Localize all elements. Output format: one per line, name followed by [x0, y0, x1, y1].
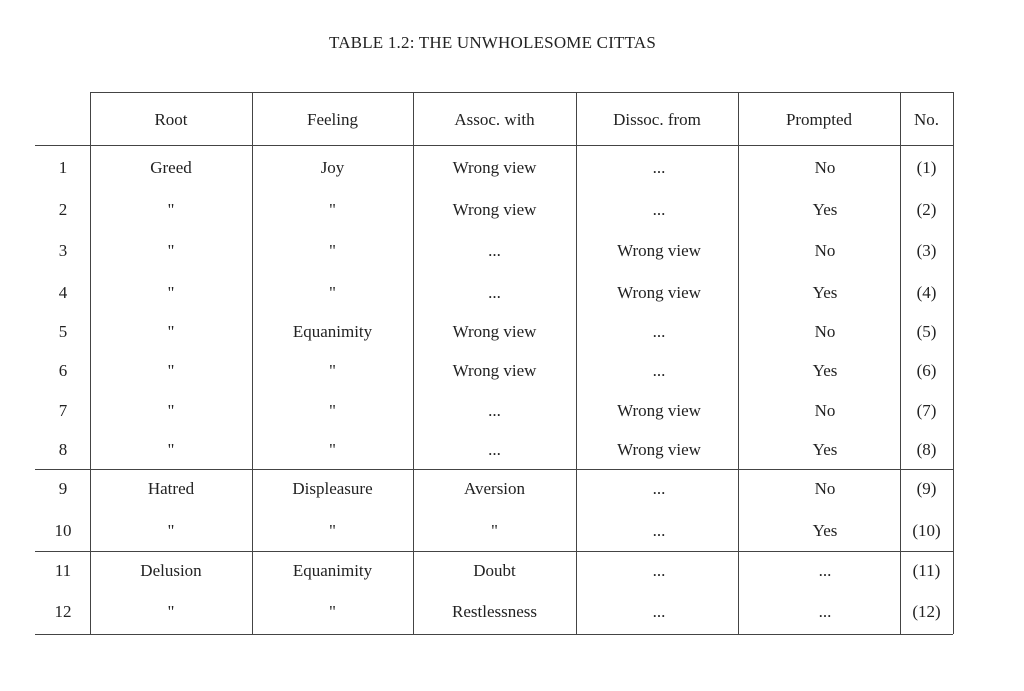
table-cell-root: "	[167, 200, 175, 219]
column-header: Dissoc. from	[613, 109, 701, 129]
table-cell-feeling: Equanimity	[292, 322, 373, 341]
column-header: Root	[154, 109, 188, 129]
table-cell-dissoc: Wrong view	[617, 440, 701, 459]
table-cell-no: (4)	[916, 283, 937, 302]
row-index: 9	[58, 479, 68, 498]
row-index: 12	[54, 602, 72, 621]
table-cell-dissoc: ...	[652, 322, 666, 341]
table-cell-feeling: "	[329, 361, 336, 380]
table-cell-assoc: Doubt	[473, 561, 516, 580]
row-index: 5	[58, 322, 68, 341]
table-cell-assoc: Wrong view	[452, 158, 537, 177]
table-cell-dissoc: ...	[652, 479, 666, 498]
column-divider-rule	[90, 92, 91, 634]
table-cell-root: "	[167, 322, 175, 341]
table-cell-root: "	[167, 361, 175, 380]
header-top-rule	[90, 92, 953, 93]
table-cell-assoc: ...	[488, 440, 501, 459]
table-cell-feeling: "	[329, 440, 336, 459]
group-divider-rule	[35, 551, 953, 552]
table-cell-assoc: "	[491, 521, 498, 540]
row-index: 1	[58, 158, 68, 177]
table-cell-no: (12)	[912, 602, 941, 621]
table-cell-prompted: ...	[818, 561, 832, 580]
row-index: 6	[58, 361, 68, 380]
column-divider-rule	[576, 92, 577, 634]
table-cell-prompted: Yes	[812, 361, 838, 380]
column-header: Feeling	[307, 109, 358, 129]
table-cell-no: (3)	[916, 241, 937, 260]
column-header: Prompted	[785, 109, 853, 129]
table-cell-dissoc: ...	[652, 361, 666, 380]
table-cell-prompted: No	[814, 158, 836, 177]
table-cell-dissoc: ...	[652, 561, 666, 580]
table-cell-assoc: Wrong view	[452, 322, 537, 341]
table-cell-feeling: "	[329, 521, 336, 540]
table-cell-dissoc: Wrong view	[617, 283, 701, 302]
table-cell-feeling: "	[329, 602, 336, 621]
table-cell-dissoc: ...	[652, 602, 666, 621]
table-cell-root: Greed	[150, 158, 192, 177]
table-cell-assoc: ...	[488, 401, 501, 420]
table-cell-no: (2)	[916, 200, 937, 219]
table-bottom-rule	[35, 634, 953, 635]
row-index: 10	[54, 521, 72, 540]
table-cell-assoc: Wrong view	[452, 361, 537, 380]
table-cell-dissoc: Wrong view	[617, 241, 701, 260]
row-index: 8	[58, 440, 68, 459]
table-cell-root: "	[167, 440, 175, 459]
table-cell-dissoc: ...	[652, 200, 666, 219]
table-cell-no: (1)	[916, 158, 937, 177]
table-cell-no: (7)	[916, 401, 937, 420]
column-header: No.	[913, 109, 940, 129]
table-cell-no: (5)	[916, 322, 937, 341]
table-cell-prompted: ...	[818, 602, 832, 621]
table-cell-dissoc: ...	[652, 158, 666, 177]
table-cell-feeling: "	[329, 283, 336, 302]
column-header: Assoc. with	[454, 109, 535, 129]
table-cell-prompted: Yes	[812, 440, 838, 459]
table-cell-prompted: No	[814, 322, 836, 341]
table-cell-feeling: "	[329, 200, 336, 219]
table-cell-no: (11)	[912, 561, 941, 580]
table-cell-prompted: No	[814, 479, 836, 498]
table-cell-no: (10)	[912, 521, 941, 540]
table-cell-assoc: ...	[488, 283, 501, 302]
table-cell-assoc: ...	[488, 241, 501, 260]
table-title: TABLE 1.2: THE UNWHOLESOME CITTAS	[328, 33, 656, 52]
table-cell-feeling: Joy	[320, 158, 345, 177]
row-index: 3	[58, 241, 68, 260]
table-cell-assoc: Aversion	[463, 479, 526, 498]
table-cell-assoc: Wrong view	[452, 200, 537, 219]
table-cell-assoc: Restlessness	[452, 602, 537, 621]
row-index: 4	[58, 283, 68, 302]
table-cell-root: "	[167, 521, 175, 540]
group-divider-rule	[35, 469, 953, 470]
table-cell-dissoc: Wrong view	[617, 401, 701, 420]
table-cell-root: Hatred	[147, 479, 195, 498]
row-index: 7	[58, 401, 68, 420]
table-cell-root: "	[167, 241, 175, 260]
table-cell-root: "	[167, 602, 175, 621]
table-cell-dissoc: ...	[652, 521, 666, 540]
table-cell-root: "	[167, 401, 175, 420]
row-index: 2	[58, 200, 68, 219]
column-divider-rule	[413, 92, 414, 634]
table-cell-prompted: No	[814, 401, 836, 420]
table-cell-prompted: Yes	[812, 200, 838, 219]
table-cell-feeling: Displeasure	[292, 479, 373, 498]
table-cell-prompted: Yes	[812, 521, 838, 540]
table-cell-root: Delusion	[140, 561, 202, 580]
table-cell-root: "	[167, 283, 175, 302]
table-cell-feeling: "	[329, 401, 336, 420]
table-cell-no: (9)	[916, 479, 937, 498]
table-cell-prompted: No	[814, 241, 836, 260]
table-cell-prompted: Yes	[812, 283, 838, 302]
row-index: 11	[54, 561, 72, 580]
column-divider-rule	[252, 92, 253, 634]
table-cell-no: (6)	[916, 361, 937, 380]
table-cell-feeling: "	[329, 241, 336, 260]
table-cell-feeling: Equanimity	[292, 561, 373, 580]
table-cell-no: (8)	[916, 440, 937, 459]
column-divider-rule	[953, 92, 954, 634]
header-bottom-rule	[35, 145, 953, 146]
column-divider-rule	[738, 92, 739, 634]
